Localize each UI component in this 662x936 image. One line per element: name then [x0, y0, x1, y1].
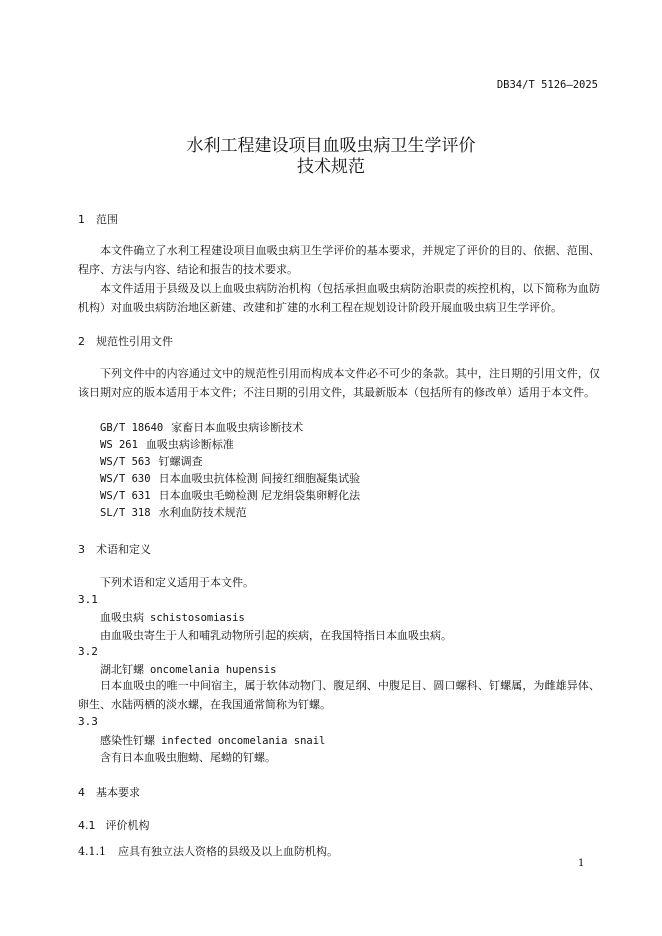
term-entry [100, 661, 276, 677]
term-entry [100, 732, 325, 748]
section-number: 1 [78, 213, 85, 226]
term-chinese: 感染性钉螺 [100, 734, 155, 747]
reference-title: 血吸虫病诊断标准 [145, 438, 234, 451]
reference-title: 日本血吸虫抗体检测 间接红细胞凝集试验 [158, 472, 361, 485]
section-number: 3 [78, 543, 85, 556]
reference-code: WS/T 631 [100, 490, 151, 502]
document-title-line2: 技术规范 [297, 157, 365, 177]
reference-item [100, 453, 203, 469]
term-chinese: 湖北钉螺 [100, 663, 144, 676]
subsection-number: 4.1 [78, 819, 96, 832]
clause-4-1-1 [78, 843, 338, 860]
reference-title: 家畜日本血吸虫病诊断技术 [171, 421, 304, 434]
reference-item [100, 487, 360, 503]
reference-item [100, 436, 234, 452]
term-english: infected oncomelania snail [161, 735, 326, 747]
document-code: DB34/T 5126—2025 [496, 79, 598, 91]
term-entry [100, 609, 245, 625]
term-number: 3.2 [78, 645, 98, 658]
section-1-heading [78, 211, 118, 227]
section-title: 规范性引用文件 [96, 335, 173, 348]
reference-code: WS 261 [100, 439, 138, 451]
reference-item [100, 419, 303, 435]
section-2-intro: 下列文件中的内容通过文中的规范性引用而构成本文件必不可少的条款。其中，注日期的引用文件，仅该日期对应的版本适用于本文件；不注日期的引用文件，其最新版本（包括所有的修改单）适用于本文件。 [78, 367, 600, 399]
document-title-line1: 水利工程建设项目血吸虫病卫生学评价 [186, 136, 476, 156]
section-3-intro: 下列术语和定义适用于本文件。 [100, 576, 254, 589]
section-1-paragraph-2: 本文件适用于县级及以上血吸虫病防治机构（包括承担血吸虫病防治职责的疾控机构，以下简称为血防机构）对血吸虫病防治地区新建、改建和扩建的水利工程在规划设计阶段开展血吸虫病卫生学评价。 [78, 282, 600, 314]
term-definition: 由血吸虫寄生于人和哺乳动物所引起的疾病，在我国特指日本血吸虫病。 [100, 629, 452, 642]
term-number: 3.3 [78, 715, 98, 728]
reference-title: 水利血防技术规范 [158, 506, 247, 519]
section-title: 基本要求 [96, 786, 140, 799]
reference-item [100, 504, 247, 520]
section-2-heading [78, 333, 173, 349]
reference-code: SL/T 318 [100, 507, 151, 519]
term-english: schistosomiasis [150, 612, 245, 624]
subsection-title: 评价机构 [105, 819, 150, 832]
reference-title: 钉螺调查 [158, 455, 203, 468]
page-number: 1 [578, 858, 585, 869]
term-english: oncomelania hupensis [150, 664, 277, 676]
section-number: 4 [78, 786, 85, 799]
term-chinese: 血吸虫病 [100, 611, 144, 624]
subsection-4-1-heading [78, 817, 150, 833]
section-3-heading [78, 541, 151, 557]
reference-title: 日本血吸虫毛蚴检测 尼龙绢袋集卵孵化法 [158, 489, 361, 502]
section-4-heading [78, 784, 140, 800]
section-title: 术语和定义 [96, 543, 151, 556]
section-title: 范围 [96, 213, 118, 226]
clause-number: 4.1.1 [78, 845, 106, 858]
term-definition: 含有日本血吸虫胞蚴、尾蚴的钉螺。 [100, 751, 276, 764]
term-definition: 日本血吸虫的唯一中间宿主，属于软体动物门、腹足纲、中腹足目、圆口螺科、钉螺属，为雌雄异体、卵生、水陆两栖的淡水螺，在我国通常简称为钉螺。 [78, 679, 600, 711]
clause-text: 应具有独立法人资格的县级及以上血防机构。 [118, 845, 338, 858]
reference-item [100, 470, 360, 486]
reference-code: WS/T 563 [100, 456, 151, 468]
section-1-paragraph-1: 本文件确立了水利工程建设项目血吸虫病卫生学评价的基本要求，并规定了评价的目的、依据、范围、程序、方法与内容、结论和报告的技术要求。 [78, 244, 600, 276]
reference-code: GB/T 18640 [100, 422, 164, 434]
term-number: 3.1 [78, 593, 98, 606]
section-number: 2 [78, 335, 85, 348]
reference-code: WS/T 630 [100, 473, 151, 485]
